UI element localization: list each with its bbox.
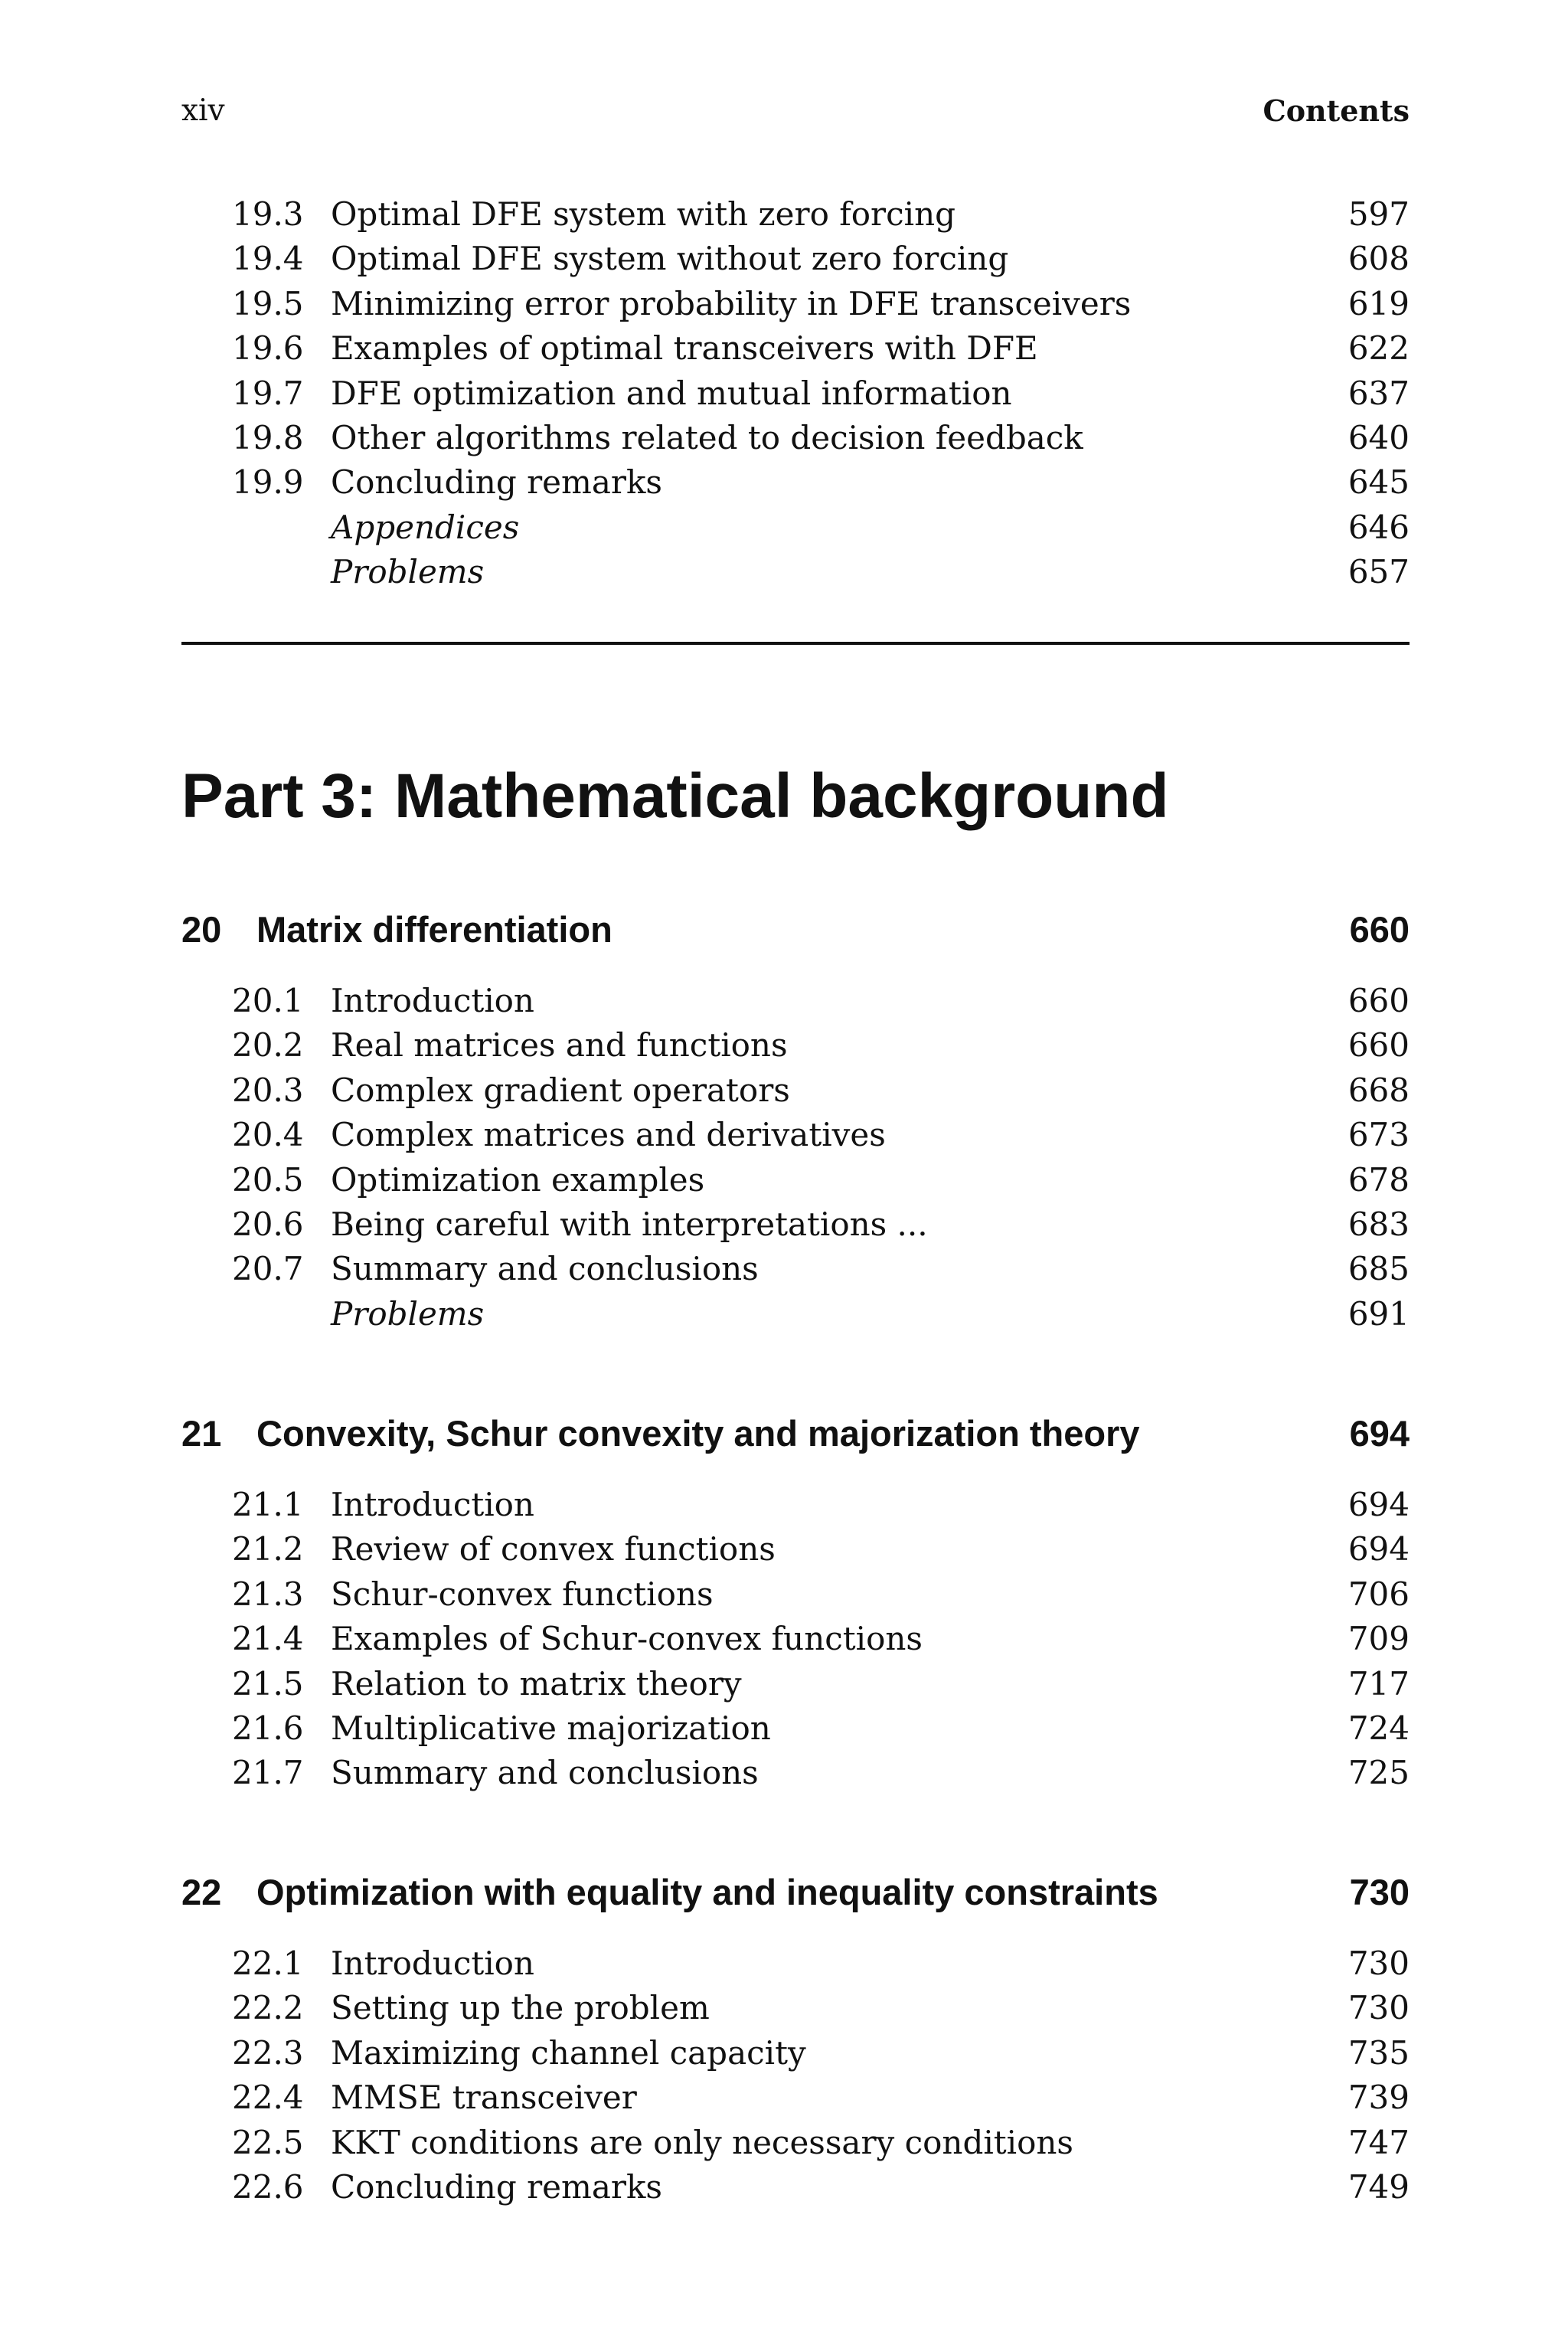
- toc-entry[interactable]: 19.3 Optimal DFE system with zero forcing 597: [232, 195, 1410, 233]
- toc-entry[interactable]: 22.5 KKT conditions are only necessary conditions 747: [232, 2123, 1410, 2161]
- toc-entry[interactable]: 20.3 Complex gradient operators 668: [232, 1071, 1410, 1109]
- toc-entry[interactable]: 20.5 Optimization examples 678: [232, 1160, 1410, 1199]
- toc-entry[interactable]: 20.4 Complex matrices and derivatives 673: [232, 1116, 1410, 1154]
- running-title: Contents: [1263, 93, 1410, 128]
- toc-entry[interactable]: 22.3 Maximizing channel capacity 735: [232, 2033, 1410, 2072]
- toc-entry[interactable]: 22.4 MMSE transceiver 739: [232, 2079, 1410, 2117]
- chapter-22-heading[interactable]: 22 Optimization with equality and inequality constraints 730: [181, 1872, 1410, 1912]
- toc-entry[interactable]: 21.2 Review of convex functions 694: [232, 1530, 1410, 1568]
- chapter-20-sections: [181, 979, 1410, 1336]
- toc-entry[interactable]: 19.5 Minimizing error probability in DFE transceivers 619: [232, 284, 1410, 322]
- running-head: [181, 93, 1410, 132]
- chapter-21-heading[interactable]: 21 Convexity, Schur convexity and majorization theory 694: [181, 1413, 1410, 1454]
- toc-entry[interactable]: 20.7 Summary and conclusions 685: [232, 1250, 1410, 1288]
- toc-entry[interactable]: 21.6 Multiplicative majorization 724: [232, 1709, 1410, 1747]
- chapter-21-sections: [181, 1483, 1410, 1796]
- page-number: xiv: [181, 93, 225, 128]
- toc-entry-problems[interactable]: Problems 657: [331, 553, 1410, 591]
- chapter-22-sections: [181, 1941, 1410, 2210]
- toc-entry[interactable]: 22.6 Concluding remarks 749: [232, 2167, 1410, 2206]
- toc-entry[interactable]: 21.7 Summary and conclusions 725: [232, 1754, 1410, 1792]
- part-title: Part 3: Mathematical background: [181, 761, 1169, 831]
- part-divider-rule: [181, 642, 1410, 645]
- toc-entry[interactable]: 20.2 Real matrices and functions 660: [232, 1026, 1410, 1065]
- toc-entry[interactable]: 21.4 Examples of Schur-convex functions 709: [232, 1620, 1410, 1658]
- toc-entry[interactable]: 22.2 Setting up the problem 730: [232, 1989, 1410, 2027]
- toc-entry-appendices[interactable]: Appendices 646: [331, 508, 1410, 546]
- toc-entry[interactable]: 21.5 Relation to matrix theory 717: [232, 1664, 1410, 1703]
- toc-entry[interactable]: 20.1 Introduction 660: [232, 982, 1410, 1019]
- toc-entry-problems[interactable]: Problems 691: [331, 1294, 1410, 1333]
- toc-entry[interactable]: 20.6 Being careful with interpretations ... 683: [232, 1205, 1410, 1243]
- toc-entry[interactable]: 19.9 Concluding remarks 645: [232, 463, 1410, 502]
- toc-entry[interactable]: 19.7 DFE optimization and mutual information 637: [232, 374, 1410, 412]
- toc-entry[interactable]: 22.1 Introduction 730: [232, 1945, 1410, 1982]
- toc-entry[interactable]: 19.4 Optimal DFE system without zero forcing 608: [232, 240, 1410, 278]
- toc-entry[interactable]: 19.6 Examples of optimal transceivers with DFE 622: [232, 329, 1410, 368]
- toc-entry[interactable]: 21.1 Introduction 694: [232, 1486, 1410, 1523]
- chapter-20-heading[interactable]: 20 Matrix differentiation 660: [181, 909, 1410, 950]
- toc-entry[interactable]: 19.8 Other algorithms related to decision feedback 640: [232, 418, 1410, 456]
- chapter-19-sections: [181, 192, 1410, 595]
- toc-entry[interactable]: 21.3 Schur-convex functions 706: [232, 1575, 1410, 1613]
